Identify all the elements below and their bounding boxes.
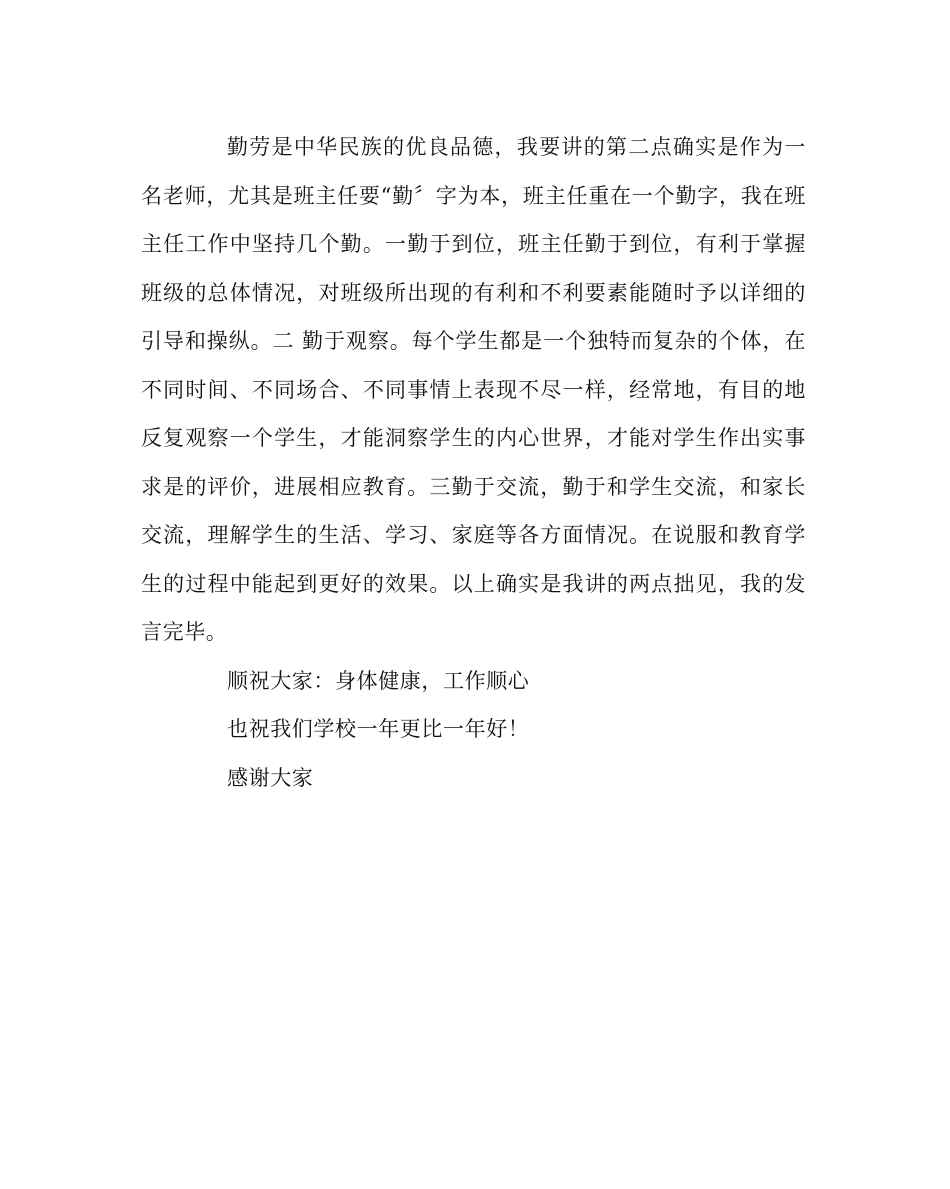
closing-wish-line: 顺祝大家：身体健康，工作顺心 (227, 668, 530, 693)
speech-paragraph: 勤劳是中华民族的优良品德，我要讲的第二点确实是作为一名老师，尤其是班主任要“勤〞字为本，班主任重在一个勤字，我在班主任工作中坚持几个勤。一勤于到位，班主任勤于到位，有利于掌握班级的总体情况，对班级所出现的有利和不利要素能随时予以详细的引导和操纵。二 勤于观察。每个学生都是一个独特而复杂的个体，在不同时间、不同场合、不同事情上表现不尽一样，经常地，有目的地反复观察一个学生，才能洞察学生的内心世界，才能对学生作出实事求是的评价，进展相应教育。三勤于交流，勤于和学生交流，和家长交流，理解学生的生活、学习、家庭等各方面情况。在说服和教育学生的过程中能起到更好的效果。以上确实是我讲的两点拙见，我的发言完毕。 (141, 135, 806, 644)
thanks-line: 感谢大家 (227, 765, 314, 790)
school-wish-line: 也祝我们学校一年更比一年好！ (227, 717, 530, 741)
document-body (141, 123, 806, 802)
